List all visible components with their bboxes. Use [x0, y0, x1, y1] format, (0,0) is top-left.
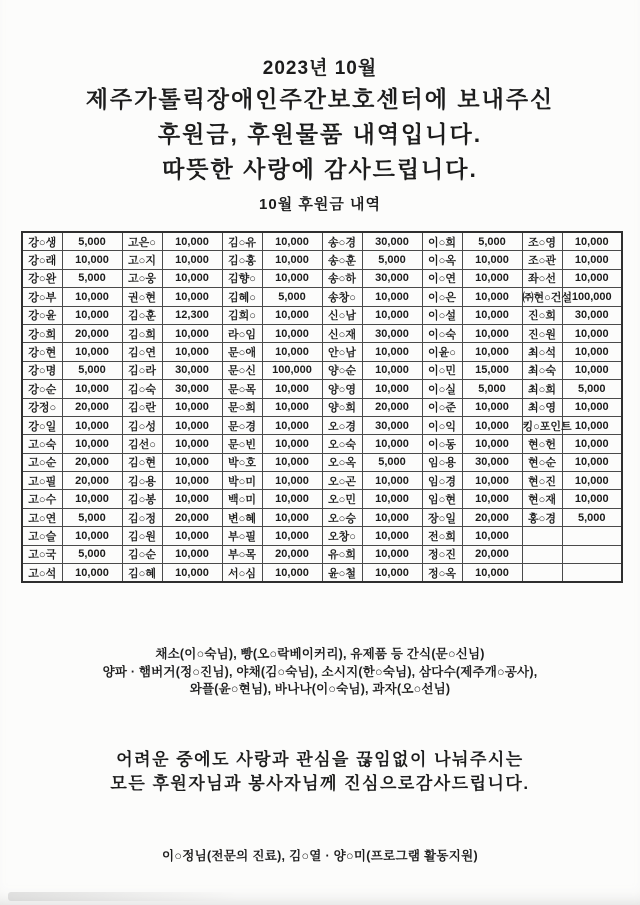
donor-name-cell: 김○란	[122, 398, 162, 416]
donor-name-cell: 강○부	[22, 288, 62, 306]
donor-name-cell: 윤○철	[322, 564, 362, 583]
donation-amount-cell: 10,000	[62, 343, 122, 361]
donor-name-cell: 부○목	[222, 545, 262, 563]
donation-amount-cell: 5,000	[462, 380, 522, 398]
donor-name-cell: 문○희	[222, 398, 262, 416]
donor-name-cell: 문○목	[222, 380, 262, 398]
donor-name-cell: 최○영	[522, 398, 562, 416]
donor-name-cell: 이○준	[422, 398, 462, 416]
table-row	[22, 324, 622, 342]
donor-name-cell: 고○숙	[22, 435, 62, 453]
donation-amount-cell	[562, 545, 622, 563]
donor-name-cell: 김○연	[122, 343, 162, 361]
donation-amount-cell: 10,000	[62, 380, 122, 398]
donation-amount-cell: 10,000	[362, 435, 422, 453]
donor-name-cell: 김○성	[122, 416, 162, 434]
donor-name-cell: 김○희	[122, 324, 162, 342]
doc-subject-line: 후원금, 후원물품 내역입니다.	[157, 121, 483, 147]
donation-amount-cell: 10,000	[162, 398, 222, 416]
donation-amount-cell: 10,000	[362, 545, 422, 563]
donation-amount-cell: 10,000	[462, 288, 522, 306]
donor-name-cell: 김○정	[122, 508, 162, 526]
donor-name-cell: 강○일	[22, 416, 62, 434]
goods-line: 양파 · 햄버거(정○진님), 야채(김○숙님), 소시지(한○숙님), 삼다수(제주개○공사),	[102, 664, 538, 679]
donor-name-cell: 강○래	[22, 251, 62, 269]
donation-amount-cell: 10,000	[162, 324, 222, 342]
donor-name-cell: 문○애	[222, 343, 262, 361]
donation-amount-cell: 10,000	[262, 232, 322, 251]
donation-amount-cell: 10,000	[462, 269, 522, 287]
donor-name-cell: 고○석	[22, 564, 62, 583]
donor-name-cell: 김○숙	[122, 380, 162, 398]
donation-amount-cell: 10,000	[162, 435, 222, 453]
donation-amount-cell: 20,000	[62, 453, 122, 471]
donor-name-cell	[522, 545, 562, 563]
donation-amount-cell: 10,000	[162, 251, 222, 269]
donation-amount-cell: 5,000	[62, 508, 122, 526]
donation-amount-cell	[562, 527, 622, 545]
donor-name-cell: 김○봉	[122, 490, 162, 508]
donation-amount-cell: 30,000	[362, 232, 422, 251]
donation-amount-cell: 10,000	[362, 472, 422, 490]
donation-amount-cell: 10,000	[362, 306, 422, 324]
donation-amount-cell: 10,000	[362, 508, 422, 526]
donor-name-cell: 이○희	[422, 232, 462, 251]
donor-name-cell: 오창○	[322, 527, 362, 545]
donation-amount-cell: 10,000	[262, 527, 322, 545]
donor-name-cell: 김희○	[222, 306, 262, 324]
donor-name-cell: 최○숙	[522, 361, 562, 379]
donor-name-cell: 임○용	[422, 453, 462, 471]
donation-amount-cell: 10,000	[62, 564, 122, 583]
donor-name-cell: 강○현	[22, 343, 62, 361]
donor-name-cell: 홍○경	[522, 508, 562, 526]
donation-amount-cell: 30,000	[462, 453, 522, 471]
donation-amount-cell: 10,000	[462, 398, 522, 416]
doc-greeting-line: 따뜻한 사랑에 감사드립니다.	[162, 156, 478, 182]
donor-name-cell: 송창○	[322, 288, 362, 306]
donation-amount-cell: 10,000	[562, 416, 622, 434]
donor-name-cell: 송○경	[322, 232, 362, 251]
table-row	[22, 564, 622, 583]
donor-name-cell: 정○진	[422, 545, 462, 563]
table-row	[22, 545, 622, 563]
donation-amount-cell: 5,000	[562, 380, 622, 398]
donor-name-cell: 김○홍	[222, 251, 262, 269]
donor-name-cell: 송○훈	[322, 251, 362, 269]
donation-amount-cell: 5,000	[62, 232, 122, 251]
donor-name-cell: 장○일	[422, 508, 462, 526]
donor-name-cell: 고○지	[122, 251, 162, 269]
donor-name-cell: 박○호	[222, 453, 262, 471]
donor-name-cell: 서○심	[222, 564, 262, 583]
donation-amount-cell: 10,000	[562, 472, 622, 490]
donor-name-cell: 진○희	[522, 306, 562, 324]
donation-amount-cell: 10,000	[362, 380, 422, 398]
donation-amount-cell: 10,000	[262, 472, 322, 490]
donor-name-cell: 고○필	[22, 472, 62, 490]
donation-amount-cell: 10,000	[62, 490, 122, 508]
donation-amount-cell: 10,000	[62, 527, 122, 545]
doc-month-title: 2023년 10월	[262, 58, 378, 79]
donation-amount-cell: 10,000	[62, 416, 122, 434]
donor-name-cell: 조○영	[522, 232, 562, 251]
donation-amount-cell: 10,000	[262, 269, 322, 287]
donation-amount-cell: 10,000	[462, 251, 522, 269]
donor-name-cell: 이○옥	[422, 251, 462, 269]
donor-name-cell: 현○진	[522, 472, 562, 490]
donor-name-cell: 현○순	[522, 453, 562, 471]
donor-name-cell	[522, 527, 562, 545]
donation-amount-cell: 10,000	[562, 490, 622, 508]
table-row	[22, 343, 622, 361]
donor-name-cell: 고은○	[122, 232, 162, 251]
donor-name-cell: 강○순	[22, 380, 62, 398]
donor-name-cell: 김○순	[122, 545, 162, 563]
goods-line: 와플(윤○현님), 바나나(이○숙님), 과자(오○선님)	[189, 682, 451, 696]
donation-table	[21, 231, 623, 583]
donor-name-cell: 문○신	[222, 361, 262, 379]
donation-amount-cell: 100,000	[262, 361, 322, 379]
donor-name-cell: 안○남	[322, 343, 362, 361]
donation-amount-cell: 10,000	[62, 288, 122, 306]
donation-amount-cell: 30,000	[162, 380, 222, 398]
donation-amount-cell: 10,000	[162, 527, 222, 545]
donation-amount-cell: 10,000	[262, 416, 322, 434]
donation-amount-cell: 10,000	[62, 435, 122, 453]
donation-amount-cell: 10,000	[162, 269, 222, 287]
donor-name-cell: 강○윤	[22, 306, 62, 324]
donor-name-cell: 킹○포인트	[522, 416, 562, 434]
donation-amount-cell: 20,000	[62, 324, 122, 342]
donor-name-cell: 이○실	[422, 380, 462, 398]
donation-amount-cell: 20,000	[362, 398, 422, 416]
donor-name-cell: 강○생	[22, 232, 62, 251]
donation-amount-cell: 10,000	[362, 527, 422, 545]
donor-name-cell: 이○민	[422, 361, 462, 379]
donation-amount-cell: 10,000	[462, 527, 522, 545]
donation-amount-cell: 10,000	[262, 343, 322, 361]
donor-name-cell: 김○유	[222, 232, 262, 251]
donor-name-cell: 양○순	[322, 361, 362, 379]
donation-amount-cell: 10,000	[262, 398, 322, 416]
donor-name-cell: 김혜○	[222, 288, 262, 306]
donor-name-cell: 임○현	[422, 490, 462, 508]
donor-name-cell: 신○재	[322, 324, 362, 342]
donor-name-cell: 김○혜	[122, 564, 162, 583]
table-row	[22, 416, 622, 434]
table-row	[22, 472, 622, 490]
donor-name-cell: 오○경	[322, 416, 362, 434]
donation-amount-cell: 5,000	[562, 508, 622, 526]
donor-name-cell: 양○희	[322, 398, 362, 416]
donation-amount-cell: 10,000	[262, 251, 322, 269]
table-row	[22, 269, 622, 287]
document-header	[0, 56, 640, 187]
donation-amount-cell: 10,000	[462, 435, 522, 453]
donation-amount-cell: 20,000	[62, 398, 122, 416]
donation-table-body	[22, 232, 622, 582]
donor-name-cell: 송○하	[322, 269, 362, 287]
donor-name-cell: 오○곤	[322, 472, 362, 490]
donation-amount-cell: 10,000	[562, 232, 622, 251]
donor-name-cell: 고○국	[22, 545, 62, 563]
donation-amount-cell: 10,000	[362, 490, 422, 508]
donation-amount-cell: 5,000	[362, 453, 422, 471]
donor-name-cell: 신○남	[322, 306, 362, 324]
donation-amount-cell: 10,000	[62, 306, 122, 324]
table-row	[22, 380, 622, 398]
goods-donation-text	[0, 646, 640, 699]
donor-name-cell: 강○희	[22, 324, 62, 342]
donation-amount-cell: 30,000	[162, 361, 222, 379]
donation-amount-cell: 30,000	[362, 416, 422, 434]
donor-name-cell: 현○헌	[522, 435, 562, 453]
donation-amount-cell: 10,000	[462, 324, 522, 342]
donation-amount-cell: 20,000	[62, 472, 122, 490]
thanks-line: 어려운 중에도 사랑과 관심을 끊임없이 나눠주시는	[116, 750, 524, 769]
donation-amount-cell: 20,000	[162, 508, 222, 526]
donation-amount-cell: 10,000	[562, 435, 622, 453]
donation-amount-cell: 5,000	[62, 269, 122, 287]
donor-name-cell: 진○원	[522, 324, 562, 342]
table-row	[22, 527, 622, 545]
credits-line: 이○정님(전문의 진료), 김○열 · 양○미(프로그램 활동지원)	[161, 849, 478, 863]
donation-amount-cell: 10,000	[562, 343, 622, 361]
donation-amount-cell: 5,000	[62, 545, 122, 563]
table-row	[22, 398, 622, 416]
donor-name-cell: 문○빈	[222, 435, 262, 453]
donation-amount-cell: 5,000	[262, 288, 322, 306]
table-row	[22, 251, 622, 269]
donor-name-cell: 현○재	[522, 490, 562, 508]
donation-amount-cell: 10,000	[262, 490, 322, 508]
donor-name-cell: 고○순	[22, 453, 62, 471]
table-row	[22, 288, 622, 306]
donor-name-cell: 좌○선	[522, 269, 562, 287]
donor-name-cell: 오○숙	[322, 435, 362, 453]
donation-amount-cell: 10,000	[462, 490, 522, 508]
thanks-line: 모든 후원자님과 봉사자님께 진심으로감사드립니다.	[110, 774, 530, 793]
donation-amount-cell: 12,300	[162, 306, 222, 324]
donation-amount-cell: 5,000	[462, 232, 522, 251]
donation-amount-cell: 10,000	[62, 251, 122, 269]
donor-name-cell: 조○관	[522, 251, 562, 269]
donation-amount-cell: 10,000	[162, 472, 222, 490]
donation-amount-cell: 10,000	[162, 545, 222, 563]
donation-amount-cell: 10,000	[562, 269, 622, 287]
donation-amount-cell	[562, 564, 622, 583]
donation-amount-cell: 10,000	[162, 416, 222, 434]
donor-name-cell: 오○승	[322, 508, 362, 526]
donor-name-cell: 이윤○	[422, 343, 462, 361]
donation-amount-cell: 20,000	[262, 545, 322, 563]
donor-name-cell: 최○희	[522, 380, 562, 398]
donation-amount-cell: 10,000	[262, 564, 322, 583]
donor-name-cell: 최○석	[522, 343, 562, 361]
donation-amount-cell: 10,000	[362, 361, 422, 379]
table-row	[22, 306, 622, 324]
donation-amount-cell: 10,000	[162, 343, 222, 361]
table-row	[22, 453, 622, 471]
donor-name-cell: 정○옥	[422, 564, 462, 583]
donation-amount-cell: 20,000	[462, 508, 522, 526]
donation-amount-cell: 10,000	[362, 343, 422, 361]
donor-name-cell: 강정○	[22, 398, 62, 416]
donation-amount-cell: 10,000	[262, 508, 322, 526]
donor-name-cell: 이○익	[422, 416, 462, 434]
donor-name-cell: 변○혜	[222, 508, 262, 526]
donor-name-cell: 이○연	[422, 269, 462, 287]
table-row	[22, 232, 622, 251]
thanks-message	[0, 748, 640, 796]
donor-name-cell: 고○연	[22, 508, 62, 526]
donor-name-cell: 강○완	[22, 269, 62, 287]
donor-name-cell: ㈜현○건설	[522, 288, 562, 306]
donation-amount-cell: 10,000	[462, 306, 522, 324]
donation-amount-cell: 10,000	[262, 306, 322, 324]
donation-amount-cell: 10,000	[162, 564, 222, 583]
donor-name-cell: 이○숙	[422, 324, 462, 342]
donor-name-cell: 김선○	[122, 435, 162, 453]
donation-amount-cell: 5,000	[362, 251, 422, 269]
donation-amount-cell: 10,000	[162, 453, 222, 471]
donation-amount-cell: 30,000	[562, 306, 622, 324]
donor-name-cell: 유○희	[322, 545, 362, 563]
scan-smudge	[8, 892, 238, 901]
donor-name-cell: 전○희	[422, 527, 462, 545]
donation-amount-cell: 10,000	[162, 288, 222, 306]
donation-amount-cell: 10,000	[362, 564, 422, 583]
donor-name-cell: 고○웅	[122, 269, 162, 287]
donor-name-cell: 김○라	[122, 361, 162, 379]
donation-amount-cell: 10,000	[562, 361, 622, 379]
donation-amount-cell: 30,000	[362, 269, 422, 287]
donor-name-cell: 임○경	[422, 472, 462, 490]
donor-name-cell: 강○명	[22, 361, 62, 379]
donation-section-title: 10월 후원금 내역	[259, 196, 381, 213]
donor-name-cell: 이○설	[422, 306, 462, 324]
donation-amount-cell: 10,000	[362, 288, 422, 306]
donation-amount-cell: 15,000	[462, 361, 522, 379]
table-row	[22, 508, 622, 526]
donation-amount-cell: 100,000	[562, 288, 622, 306]
donation-amount-cell: 10,000	[462, 564, 522, 583]
donation-amount-cell: 10,000	[262, 453, 322, 471]
donor-name-cell: 양○영	[322, 380, 362, 398]
donation-amount-cell: 10,000	[562, 398, 622, 416]
donor-name-cell	[522, 564, 562, 583]
donation-amount-cell: 10,000	[562, 251, 622, 269]
donor-name-cell: 박○미	[222, 472, 262, 490]
doc-center-line: 제주가톨릭장애인주간보호센터에 보내주신	[85, 86, 555, 112]
donor-name-cell: 김○훈	[122, 306, 162, 324]
donation-amount-cell: 10,000	[262, 324, 322, 342]
donation-amount-cell: 10,000	[162, 232, 222, 251]
donation-amount-cell: 10,000	[562, 324, 622, 342]
table-row	[22, 490, 622, 508]
donation-amount-cell: 10,000	[462, 472, 522, 490]
donor-name-cell: 고○수	[22, 490, 62, 508]
donation-amount-cell: 10,000	[562, 453, 622, 471]
donation-amount-cell: 30,000	[362, 324, 422, 342]
donor-name-cell: 고○슬	[22, 527, 62, 545]
donor-name-cell: 이○은	[422, 288, 462, 306]
table-row	[22, 435, 622, 453]
table-row	[22, 361, 622, 379]
donation-amount-cell: 10,000	[262, 435, 322, 453]
donor-name-cell: 부○필	[222, 527, 262, 545]
donor-name-cell: 권○현	[122, 288, 162, 306]
donation-amount-cell: 10,000	[462, 343, 522, 361]
donor-name-cell: 백○미	[222, 490, 262, 508]
donation-amount-cell: 10,000	[462, 416, 522, 434]
donation-amount-cell: 10,000	[262, 380, 322, 398]
donor-name-cell: 오○민	[322, 490, 362, 508]
donor-name-cell: 김○현	[122, 453, 162, 471]
donor-name-cell: 김○용	[122, 472, 162, 490]
donor-name-cell: 김○원	[122, 527, 162, 545]
goods-line: 채소(이○숙님), 빵(오○락베이커리), 유제품 등 간식(문○신님)	[155, 647, 485, 661]
donation-amount-cell: 5,000	[62, 361, 122, 379]
donor-name-cell: 문○경	[222, 416, 262, 434]
donation-amount-cell: 20,000	[462, 545, 522, 563]
donor-name-cell: 이○동	[422, 435, 462, 453]
donation-amount-cell: 10,000	[162, 490, 222, 508]
donor-name-cell: 오○옥	[322, 453, 362, 471]
donor-name-cell: 김향○	[222, 269, 262, 287]
donor-name-cell: 라○임	[222, 324, 262, 342]
